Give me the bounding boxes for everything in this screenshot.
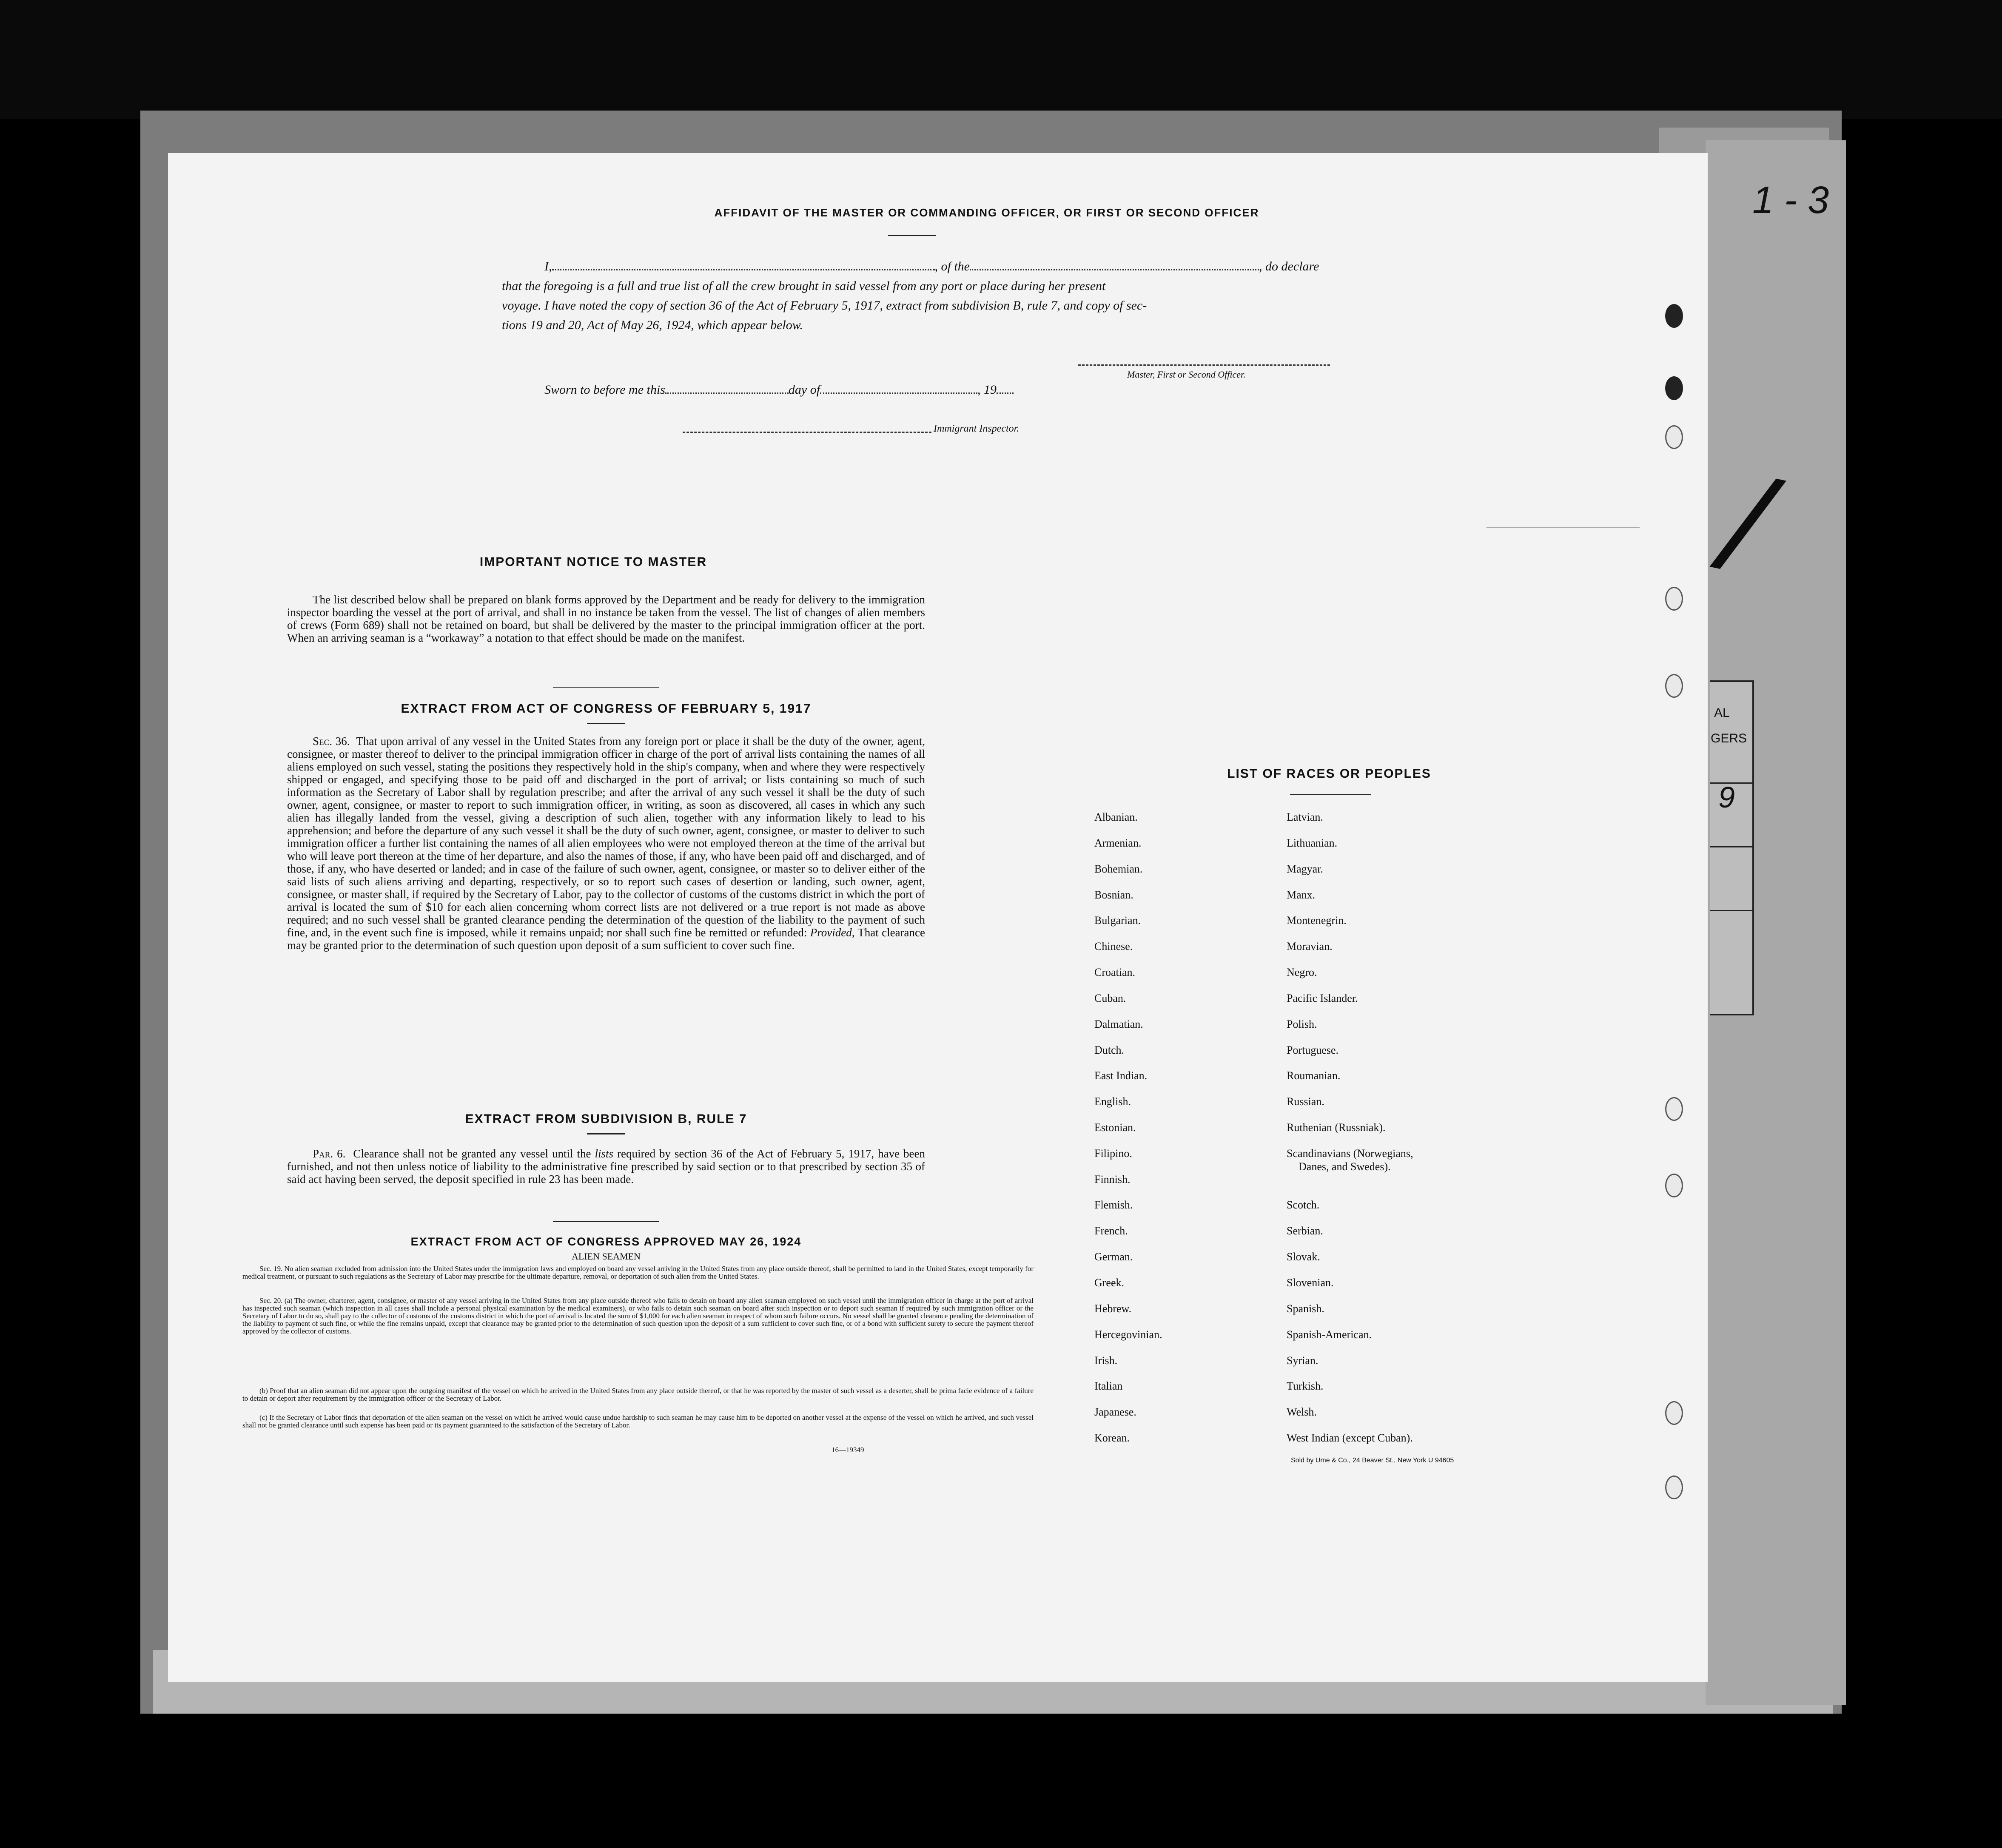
scan-backdrop — [0, 0, 2002, 119]
sec-36-text: That upon arrival of any vessel in the United States from any foreign port or place it shall be the duty of the owner, agent, consignee, or master thereof to deliver to the principal immigration officer in charge of the port of arrival lists containing the names of all aliens employed on such vessel, stating the positions they respectively hold in the ship's company, when and where they were respectively shipped or engaged, and specifying those to be paid off and discharged in the port of arrival; or lists containing so much of such information as the Secretary of Labor shall by regulation prescribe; and after the arrival of any such vessel it shall be the duty of such owner, agent, consignee, or master to report to such immigration officer, in writing, as soon as discovered, all cases in which any such alien has illegally landed from the vessel, giving a description of such alien, together with any information likely to lead to his apprehension; and before the departure of any such vessel it shall be the duty of such owner, agent, consignee, or master to deliver to such immigration officer a further list containing the names of all alien employees who were not employed thereon at the time of the arrival but who will leave port thereon at the time of her departure, and also the names of those, if any, who have been paid off and discharged, and of those, if any, who have deserted or landed; and in case of the failure of such owner, agent, consignee, or master so to deliver either of the said lists of such aliens arriving and departing, respectively, or so to report such cases of desertion or landing, such owner, agent, consignee, or master shall, if required by the Secretary of Labor, pay to the collector of customs of the customs district in which the port of arrival is located the sum of $10 for each alien concerning whom correct lists are not delivered or a true report is not made as above required; and no such vessel shall be granted clearance pending the determination of the question of the liability to the payment of such fine, and, in the event such fine is imposed, while it remains unpaid; nor shall such fine be remitted or refunded: — [287, 735, 925, 939]
punch-hole — [1665, 674, 1683, 698]
punch-hole — [1665, 376, 1683, 400]
subdivision-b-title: EXTRACT FROM SUBDIVISION B, RULE 7 — [465, 1112, 747, 1126]
lists-word: lists — [595, 1147, 614, 1160]
provided-word: Provided, — [810, 926, 855, 939]
race-item: Hercegovinian. — [1094, 1328, 1162, 1341]
race-item: Montenegrin. — [1287, 914, 1347, 927]
divider — [1290, 794, 1371, 795]
day-of: day of — [788, 383, 820, 397]
race-item: English. — [1094, 1095, 1131, 1108]
race-item: Flemish. — [1094, 1199, 1133, 1211]
race-item: Hebrew. — [1094, 1302, 1132, 1315]
affidavit-of-the: , of the — [934, 259, 970, 273]
sec-20c-text: (c) If the Secretary of Labor finds that deportation of the alien seaman on the vessel on which he arrived would cause undue hardship to such seaman he may cause him to be deported on another vessel at the expense of the vessel on which he arrived, and such vessel shall not be granted clearance until such expense has been paid or its payment guaranteed to the satisfaction of the Secretary of Labor. — [242, 1413, 1034, 1429]
side-label: AL — [1714, 706, 1730, 720]
race-item: Scotch. — [1287, 1199, 1320, 1211]
day-blank — [665, 384, 789, 394]
race-item: Armenian. — [1094, 837, 1142, 849]
race-item: Cuban. — [1094, 992, 1126, 1004]
affidavit-declare: , do declare — [1259, 259, 1319, 273]
race-item: East Indian. — [1094, 1069, 1148, 1082]
race-item: Spanish. — [1287, 1302, 1324, 1315]
race-item: Greek. — [1094, 1277, 1125, 1289]
alien-seamen-subtitle: ALIEN SEAMEN — [572, 1251, 641, 1262]
year-prefix: , 19 — [977, 383, 997, 397]
sec-20b-text: (b) Proof that an alien seaman did not appear upon the outgoing manifest of the vessel on which he arrived in the United States from any place outside thereof, or that he was reported by the master of such vessel as a deserter, shall be prima facie evidence of a failure to detain or deport after requirement by the immigration officer or the Secretary of Labor. — [242, 1387, 1034, 1402]
extract-1917-title: EXTRACT FROM ACT OF CONGRESS OF FEBRUARY 5, 1917 — [401, 702, 812, 716]
par-6-label: Par. 6. — [313, 1147, 346, 1160]
signature-caption: Master, First or Second Officer. — [1127, 369, 1246, 380]
sec-20a-text: Sec. 20. (a) The owner, charterer, agent, consignee, or master of any vessel arriving in the United States from any place outside thereof who fails to detain on board any alien seaman employed on such vessel until the immigration officer in charge at the port of arrival has inspected such seaman (which inspection in all cases shall include a personal physical examination by the medical examiners), or who fails to detain such seaman on board after such inspection or to deport such seaman if required by such immigration officer or the Secretary of Labor to do so, shall pay to the collector of customs of the customs district in which the port of arrival is located the sum of $1,000 for each alien seaman in respect of whom such failure occurs. No vessel shall be granted clearance pending the determination of the liability to payment of such fine, or while the fine remains unpaid, except that clearance may be granted prior to the determination of such question upon the deposit of a sum sufficient to cover such fine, or of a bond with sufficient surety to secure the payment thereof approved by the collector of customs. — [242, 1296, 1034, 1335]
race-item: Estonian. — [1094, 1121, 1136, 1134]
race-item: Negro. — [1287, 966, 1317, 978]
race-item: Turkish. — [1287, 1380, 1324, 1392]
subdivision-b-body — [287, 1147, 925, 1186]
race-item: West Indian (except Cuban). — [1287, 1432, 1413, 1444]
vessel-blank — [970, 261, 1259, 270]
race-item: Filipino. — [1094, 1147, 1132, 1160]
name-blank — [552, 261, 935, 270]
notice-body: The list described below shall be prepared on blank forms approved by the Department and be ready for delivery to the immigration inspector boarding the vessel at the port of arrival, and shall in no instance be taken from the vessel. The list of changes of alien members of crews (Form 689) shall not be retained on board, but shall be delivered by the master to the principal immigration officer at the port. When an arriving seaman is a “workaway” a notation to that effect should be made on the manifest. — [287, 593, 925, 644]
race-item: Bosnian. — [1094, 889, 1133, 901]
table-rule — [1710, 910, 1752, 911]
race-item: Irish. — [1094, 1354, 1118, 1367]
race-item: German. — [1094, 1251, 1133, 1263]
race-item: Spanish-American. — [1287, 1328, 1372, 1341]
form-number: 16—19349 — [832, 1446, 864, 1454]
race-item: Korean. — [1094, 1432, 1130, 1444]
adjacent-page-table — [1710, 680, 1754, 1015]
race-item: French. — [1094, 1225, 1128, 1237]
punch-hole — [1665, 425, 1683, 449]
inspector-caption: Immigrant Inspector. — [934, 423, 1020, 434]
race-item: Manx. — [1287, 889, 1316, 901]
punch-hole — [1665, 587, 1683, 611]
year-blank — [997, 384, 1014, 394]
race-item: Russian. — [1287, 1095, 1324, 1108]
signature-line — [1078, 364, 1330, 366]
affidavit-i: I, — [544, 259, 552, 273]
faint-rule — [1487, 527, 1640, 528]
punch-hole — [1665, 1476, 1683, 1499]
race-item: Albanian. — [1094, 811, 1138, 823]
race-item: Slovenian. — [1287, 1277, 1334, 1289]
punch-hole — [1665, 1097, 1683, 1121]
sec-36-proviso: That clearance may be granted prior to the determination of such question upon deposit of a sum sufficient to cover such fine. — [287, 926, 926, 952]
race-item: Moravian. — [1287, 940, 1333, 952]
race-item: Danes, and Swedes). — [1299, 1160, 1391, 1173]
table-rule — [1710, 846, 1752, 847]
divider — [553, 687, 659, 688]
race-item: Pacific Islander. — [1287, 992, 1358, 1004]
race-item: Welsh. — [1287, 1406, 1317, 1418]
race-item: Portuguese. — [1287, 1044, 1339, 1056]
extract-1917-body — [287, 735, 925, 952]
race-item: Syrian. — [1287, 1354, 1319, 1367]
par-6-text-a: Clearance shall not be granted any vessel until the — [353, 1147, 591, 1160]
race-item: Bohemian. — [1094, 863, 1143, 875]
sworn-line — [544, 383, 1267, 397]
race-item: Chinese. — [1094, 940, 1133, 952]
race-item: Polish. — [1287, 1018, 1317, 1030]
side-label: GERS — [1711, 731, 1747, 745]
race-item: Latvian. — [1287, 811, 1323, 823]
race-item: Ruthenian (Russniak). — [1287, 1121, 1386, 1134]
affidavit-line-1 — [544, 259, 1523, 274]
race-item: Lithuanian. — [1287, 837, 1338, 849]
document-page — [168, 153, 1708, 1682]
divider — [587, 1133, 625, 1134]
divider — [587, 723, 625, 724]
par-6-text-b: required by section 36 of the Act of February 5, 1917, have been furnished, and not then unless notice of liability to the administrative fine prescribed by said section or to that prescribed by section 35 of said act having been served, the deposit specified in rule 23 has been made. — [287, 1147, 926, 1186]
pen-mark: / — [1711, 446, 1780, 603]
race-item: Slovak. — [1287, 1251, 1320, 1263]
race-item: Dutch. — [1094, 1044, 1125, 1056]
race-item: Croatian. — [1094, 966, 1136, 978]
month-blank — [820, 384, 977, 394]
printer-imprint: Sold by Ume & Co., 24 Beaver St., New York U 94605 — [1291, 1457, 1454, 1464]
punch-hole — [1665, 1174, 1683, 1197]
punch-hole — [1665, 304, 1683, 328]
sec-36-label: Sec. 36. — [313, 735, 350, 748]
affidavit-line-4: tions 19 and 20, Act of May 26, 1924, which appear below. — [502, 318, 803, 332]
race-item: Dalmatian. — [1094, 1018, 1143, 1030]
notice-title: IMPORTANT NOTICE TO MASTER — [479, 555, 707, 569]
race-item: Serbian. — [1287, 1225, 1323, 1237]
sec-19-text: Sec. 19. No alien seaman excluded from admission into the United States under the immigration laws and employed on board any vessel arriving in the United States from any place outside thereof, shall be permitted to land in the United States, except temporarily for medical treatment, or pursuant to such regulations as the Secretary of Labor may prescribe for the ultimate departure, removal, or deportation of such alien from the United States. — [242, 1265, 1034, 1280]
races-title: LIST OF RACES OR PEOPLES — [1227, 767, 1431, 781]
race-item: Finnish. — [1094, 1173, 1131, 1186]
extract-1924-title: EXTRACT FROM ACT OF CONGRESS APPROVED MAY 26, 1924 — [410, 1235, 802, 1248]
affidavit-title: AFFIDAVIT OF THE MASTER OR COMMANDING OFFICER, OR FIRST OR SECOND OFFICER — [714, 206, 1259, 219]
side-digit: 9 — [1718, 781, 1735, 814]
handwritten-page-number: 1 - 3 — [1752, 179, 1829, 222]
race-item: Japanese. — [1094, 1406, 1136, 1418]
race-item: Bulgarian. — [1094, 914, 1141, 927]
divider — [553, 1221, 659, 1222]
inspector-line — [683, 432, 931, 433]
race-item: Scandinavians (Norwegians, — [1287, 1147, 1413, 1160]
affidavit-line-2: that the foregoing is a full and true list of all the crew brought in said vessel from any port or place during her present — [502, 279, 1106, 293]
race-item: Italian — [1094, 1380, 1123, 1392]
affidavit-line-3: voyage. I have noted the copy of section 36 of the Act of February 5, 1917, extract from subdivision B, rule 7, and copy of sec- — [502, 299, 1147, 313]
punch-hole — [1665, 1401, 1683, 1425]
race-item: Magyar. — [1287, 863, 1323, 875]
race-item: Roumanian. — [1287, 1069, 1341, 1082]
sworn-prefix: Sworn to before me this — [544, 383, 665, 397]
divider — [888, 235, 936, 236]
